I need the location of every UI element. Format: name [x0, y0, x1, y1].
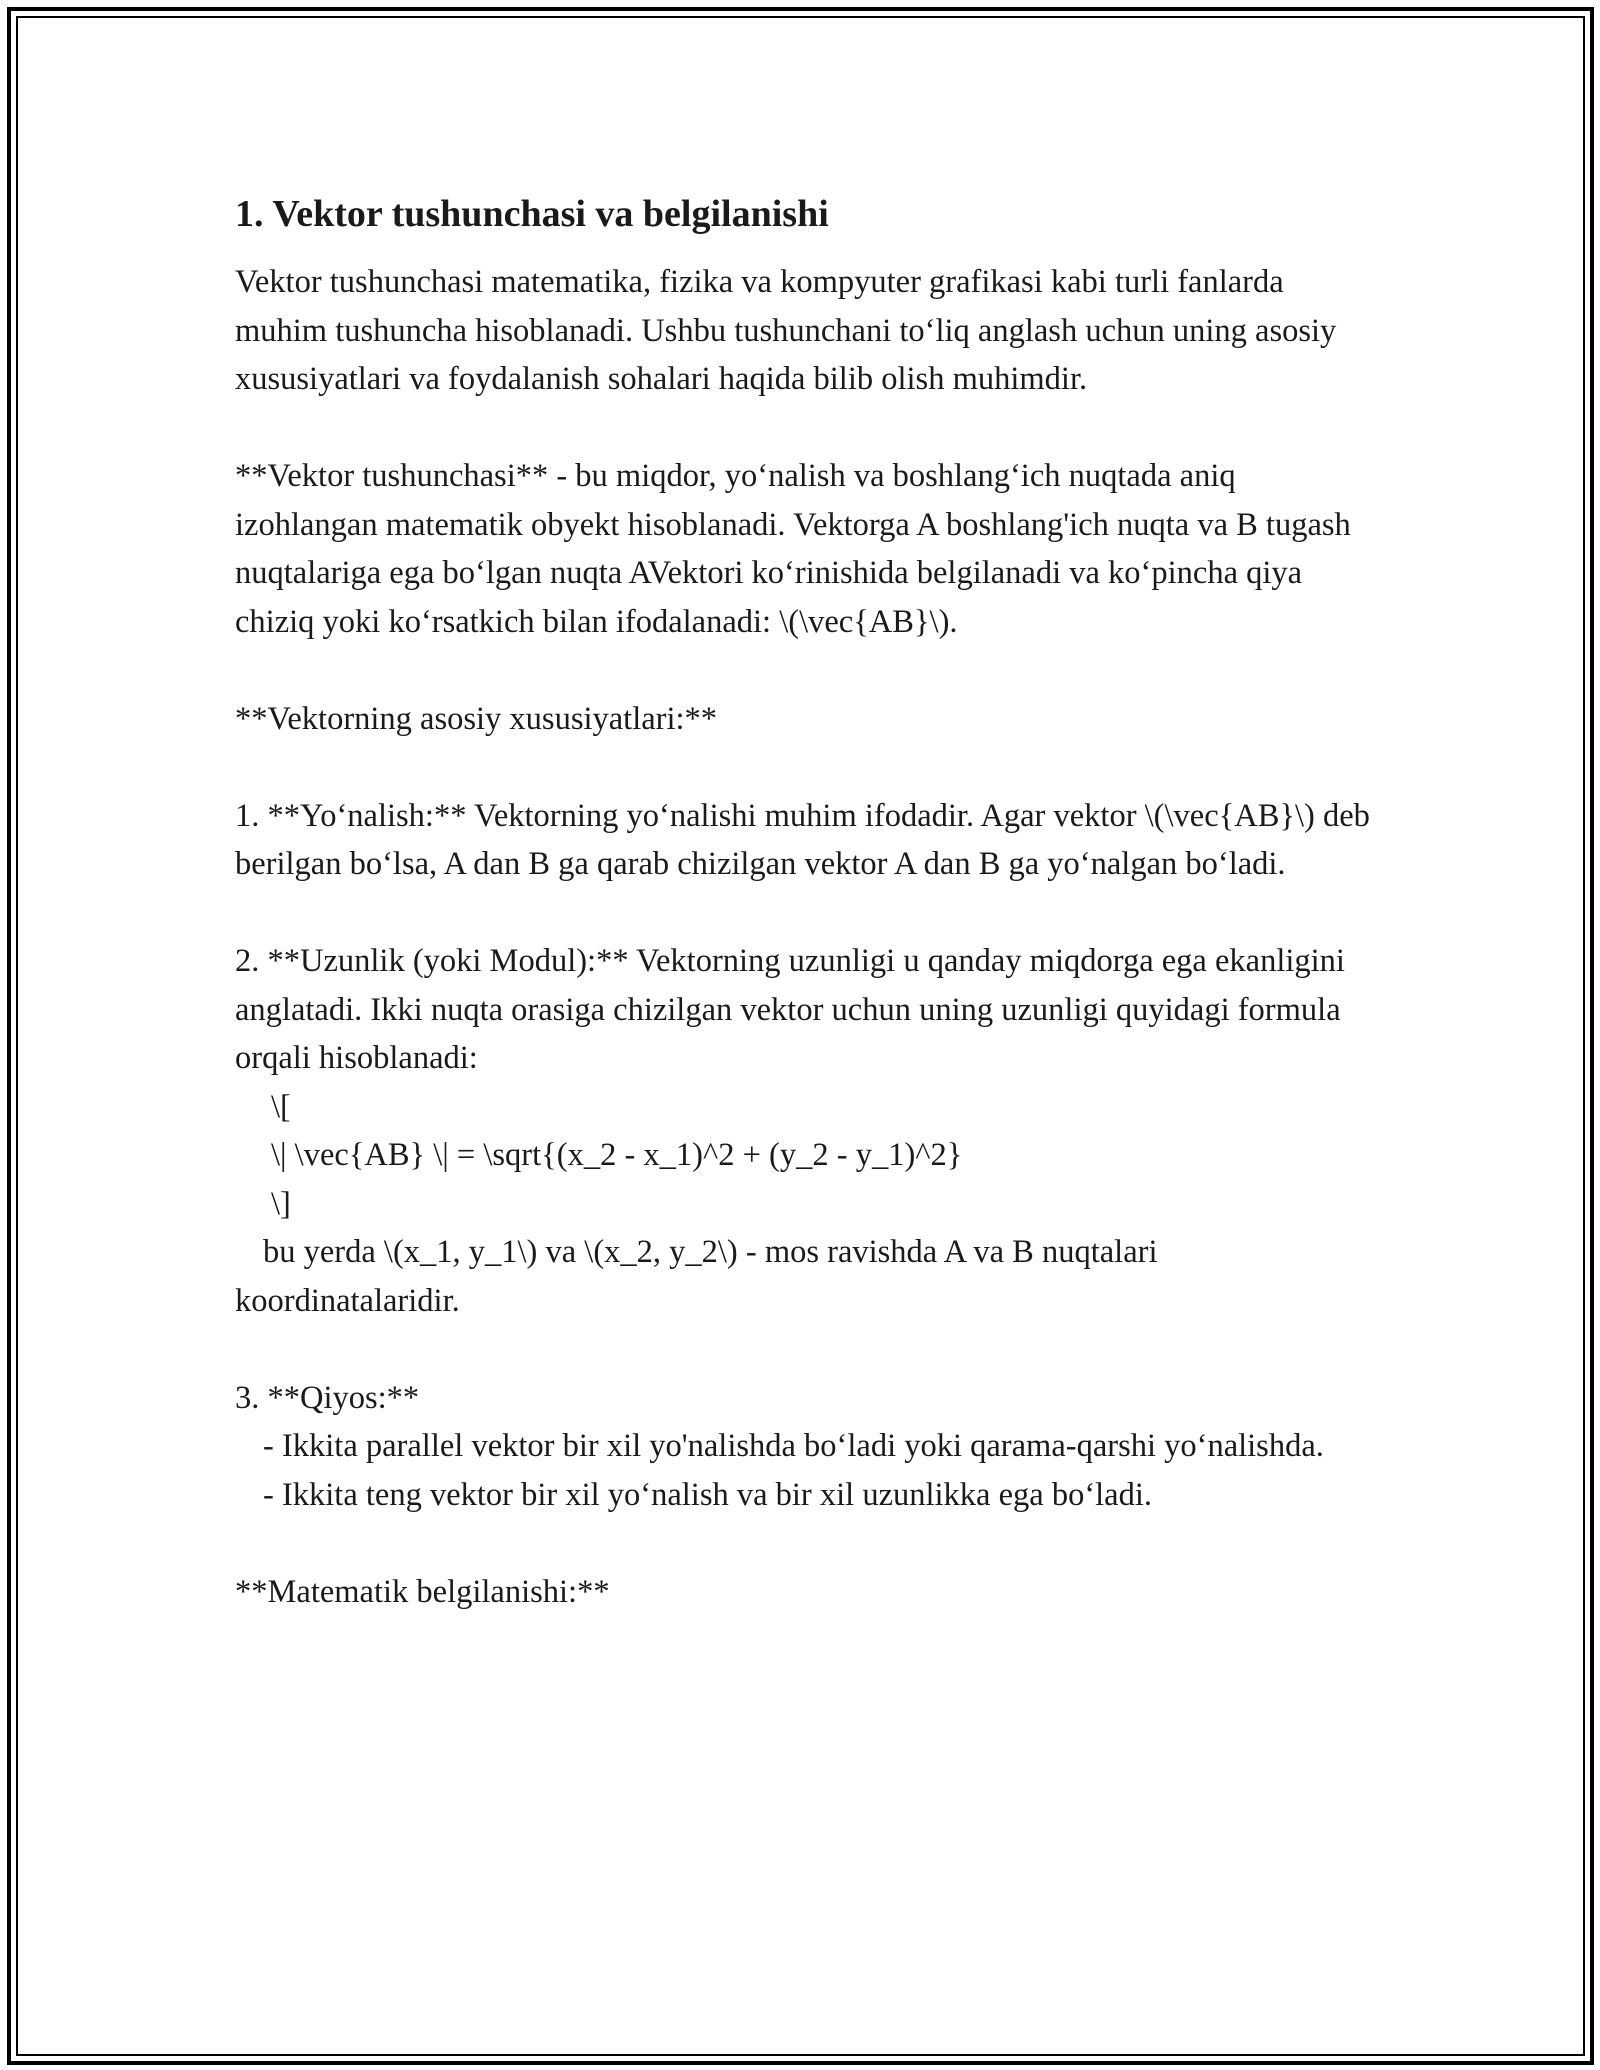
formula-body: \| \vec{AB} \| = \sqrt{(x_2 - x_1)^2 + (y_2 - y_1)^2}: [271, 1137, 963, 1173]
formula-explanation-text: bu yerda \(x_1, y_1\) va \(x_2, y_2\) - mos ravishda A va B nuqtalari koordinatalaridir.: [235, 1234, 1166, 1319]
paragraph-gap: [235, 1325, 1375, 1374]
comparison-bullet-equal-text: - Ikkita teng vektor bir xil yo‘nalish va bir xil uzunlikka ega bo‘ladi.: [263, 1476, 1153, 1513]
paragraph-gap: [235, 889, 1375, 938]
paragraph-gap: [235, 404, 1375, 453]
paragraph-gap: [235, 743, 1375, 792]
definition-paragraph: **Vektor tushunchasi** - bu miqdor, yo‘nalish va boshlang‘ich nuqtada aniq izohlangan matematik obyekt hisoblanadi. Vektorga A boshlang'ich nuqta va B tugash nuqtalariga ega bo‘lgan nuqta AVektori ko‘rinishida belgilanadi va ko‘pincha qiya chiziq yoki ko‘rsatkich bilan ifodalanadi: \(\vec{AB}\).: [235, 458, 1359, 640]
comparison-bullet-parallel-text: - Ikkita parallel vektor bir xil yo'nalishda bo‘ladi yoki qarama-qarshi yo‘nalishda.: [263, 1428, 1324, 1464]
formula-open: \[: [271, 1088, 291, 1125]
document-title: 1. Vektor tushunchasi va belgilanishi: [235, 193, 829, 235]
paragraph-gap: [235, 1519, 1375, 1568]
list-item-direction: 1. **Yo‘nalish:** Vektorning yo‘nalishi muhim ifodadir. Agar vektor \(\vec{AB}\) deb berilgan bo‘lsa, A dan B ga qarab chizilgan vektor A dan B ga yo‘nalgan bo‘ladi.: [235, 797, 1379, 882]
properties-heading: **Vektorning asosiy xususiyatlari:**: [235, 700, 718, 737]
document-body: [235, 188, 1379, 1616]
list-item-comparison: 3. **Qiyos:**: [235, 1379, 420, 1416]
formula-close: \]: [271, 1185, 291, 1222]
paragraph-gap: [235, 646, 1375, 695]
notation-heading: **Matematik belgilanishi:**: [235, 1573, 610, 1610]
intro-paragraph: Vektor tushunchasi matematika, fizika va kompyuter grafikasi kabi turli fanlarda muhim tushuncha hisoblanadi. Ushbu tushunchani to‘liq anglash uchun uning asosiy xususiyatlari va foydalanish sohalari haqida bilib olish muhimdir.: [235, 264, 1345, 397]
formula-explanation: [235, 1228, 1375, 1325]
comparison-bullet-equal: [235, 1471, 1375, 1520]
comparison-bullet-parallel: [235, 1422, 1375, 1471]
list-item-length: 2. **Uzunlik (yoki Modul):** Vektorning uzunligi u qanday miqdorga ega ekanligini anglatadi. Ikki nuqta orasiga chizilgan vektor uchun uning uzunligi quyidagi formula orqali hisoblanadi:: [235, 943, 1354, 1076]
